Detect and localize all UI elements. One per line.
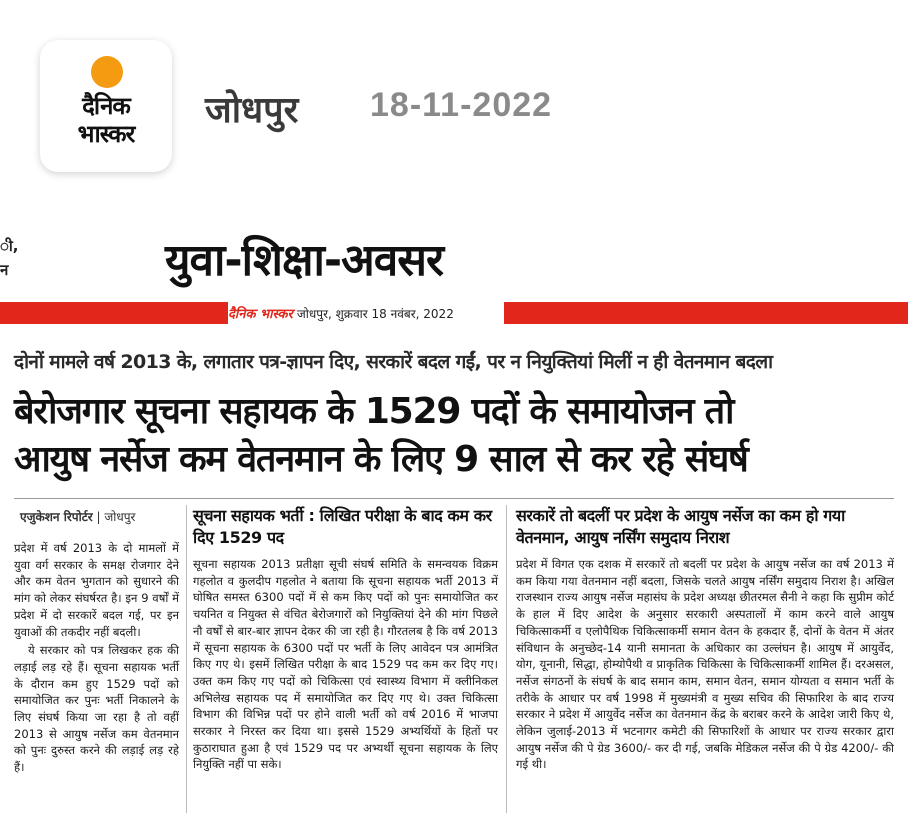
- dateline: [228, 302, 504, 324]
- column-information-assistant: [193, 556, 498, 773]
- column-2-heading: सूचना सहायक भर्ती : लिखित परीक्षा के बाद कम कर दिए 1529 पद: [193, 506, 492, 547]
- byline-separator: |: [96, 510, 105, 524]
- logo-text: [40, 92, 172, 148]
- intro-paragraph-1: प्रदेश में वर्ष 2013 के दो मामलों में युवा वर्ग सरकार के समक्ष रोजगार देने और कम वेतन भुगतान को सुधारने की मांग को लेकर संघर्षरत है। इन 9 वर्षों में प्रदेश में दो सरकारें बदल गई, पर इन युवाओं की तकदीर नहीं बदली।: [14, 541, 179, 639]
- dateline-text: जोधपुर, शुक्रवार 18 नवंबर, 2022: [296, 306, 454, 321]
- headline-line-2: आयुष नर्सेज कम वेतनमान के लिए 9 साल से कर रहे संघर्ष: [14, 439, 748, 480]
- article-subhead: दोनों मामले वर्ष 2013 के, लगातार पत्र-ज्ञापन दिए, सरकारें बदल गईं, पर न नियुक्तियां मिलीं न ही वेतनमान बदला: [14, 351, 773, 373]
- byline: [20, 508, 135, 525]
- column-divider: [186, 505, 187, 813]
- newspaper-logo: [40, 40, 172, 172]
- intro-paragraph-2: ये सरकार को पत्र लिखकर हक की लड़ाई लड़ रहे हैं। सूचना सहायक भर्ती के दौरान कम हुए 1529 पदों को समायोजित कर पुनः भर्ती निकालने के लिए संघर्ष किया जा रहा है तो वहीं 2013 से आयुष नर्सेज कम वेतनमान को पुनः दुरुस्त करने की लड़ाई लड़ रहे हैं।: [14, 643, 179, 775]
- section-title: युवा-शिक्षा-अवसर: [165, 235, 443, 286]
- logo-line-2: भास्कर: [77, 120, 135, 148]
- edition-city: जोधपुर: [205, 90, 299, 131]
- column-3-heading: सरकारें तो बदलीं पर प्रदेश के आयुष नर्सेज का कम हो गया वेतनमान, आयुष नर्सिंग समुदाय निराश: [516, 506, 845, 547]
- column-3-body: प्रदेश में विगत एक दशक में सरकारें तो बदलीं पर प्रदेश के आयुष नर्सेज का वर्ष 2013 में कम किया गया वेतनमान नहीं बदला, जिसके चलते आयुष नर्सिंग समुदाय निराश है। अखिल राजस्थान राज्य आयुष नर्सेज महासंघ के प्रदेश अध्यक्ष छीतरमल सैनी ने कहा कि सुप्रीम कोर्ट के हाल में दिए आदेश के अनुसार सरकारी अस्पतालों में काम करने वाले आयुष चिकित्साकर्मी व एलोपैथिक चिकित्साकर्मी समान वेतन के हकदार हैं, दोनों के वेतन में अंतर संविधान के अनुच्छेद-14 यानी समानता के अधिकार का उल्लंघन है। आयुष में आयुर्वेद, योग, यूनानी, सिद्धा, होम्योपैथी व प्राकृतिक चिकित्सा के चिकित्साकर्मी शामिल हैं। दरअसल, नर्सेज संगठनों के संघर्ष के बाद समान काम, समान वेतन, समान योग्यता व समान भर्ती के तरीके के आधार पर वर्ष 1998 में मुख्यमंत्री व मुख्य सचिव की सिफारिश के बाद राज्य सरकार ने प्रदेश में आयुर्वेद नर्सेज का वेतनमान केंद्र के बराबर करने के आदेश जारी किए थे, लेकिन जुलाई-2013 में भटनागर कमेटी की सिफारिशों के आधार पर राज्य सरकार द्वारा आयुष नर्सेज की पे ग्रेड 3600/- कर दी गई, जबकि मेडिकल नर्सेज की पे ग्रेड 4200/- की गई थी।: [516, 557, 894, 772]
- edition-date: 18-11-2022: [370, 86, 553, 124]
- column-ayush-nurses: [516, 556, 894, 773]
- column-divider: [506, 505, 507, 813]
- clipped-neighbor-text: ी, न: [0, 237, 19, 279]
- byline-author: एजुकेशन रिपोर्टर: [20, 510, 93, 524]
- dateline-paper: दैनिक भास्कर: [228, 307, 293, 322]
- sun-icon: [91, 56, 123, 88]
- logo-line-1: दैनिक: [82, 92, 130, 120]
- byline-city: जोधपुर: [104, 510, 136, 524]
- divider: [14, 498, 894, 499]
- headline-line-1: बेरोजगार सूचना सहायक के 1529 पदों के समायोजन तो: [14, 391, 734, 432]
- column-intro: [14, 540, 179, 776]
- column-2-body: सूचना सहायक 2013 प्रतीक्षा सूची संघर्ष समिति के समन्वयक विक्रम गहलोत व कुलदीप गहलोत ने बताया कि सूचना सहायक भर्ती 2013 में घोषित समस्त 6300 पदों में से कम किए पदों को पुनः समायोजित कर चयनित व नियुक्त से वंचित बेरोजगारों को नियुक्तियां देने की मांग पिछले नौ वर्षों से बार-बार ज्ञापन देकर की जा रही है। गौरतलब है कि वर्ष 2013 में सूचना सहायक के 6300 पदों पर भर्ती के लिए आवेदन पत्र आमंत्रित किए गए थे। इसमें लिखित परीक्षा के बाद 1529 पद कम कर दिए गए। उक्त कम किए गए पदों को चिकित्सा एवं स्वास्थ्य विभाग में क्लीनिकल अभिलेख सहायक पद में समायोजित कर दिए गए थे। उक्त चिकित्सा विभाग की विभिन्न पदों पर होने वाली भर्ती को वर्ष 2016 में भाजपा सरकार ने निरस्त कर दिया था। इससे 1529 अभ्यर्थियों के हितों पर कुठाराघात हुआ है एवं 1529 पद पर अभ्यर्थी सूचना सहायक के लिए नियुक्ति नहीं पा सके।: [193, 557, 498, 772]
- article-headline: [14, 388, 894, 484]
